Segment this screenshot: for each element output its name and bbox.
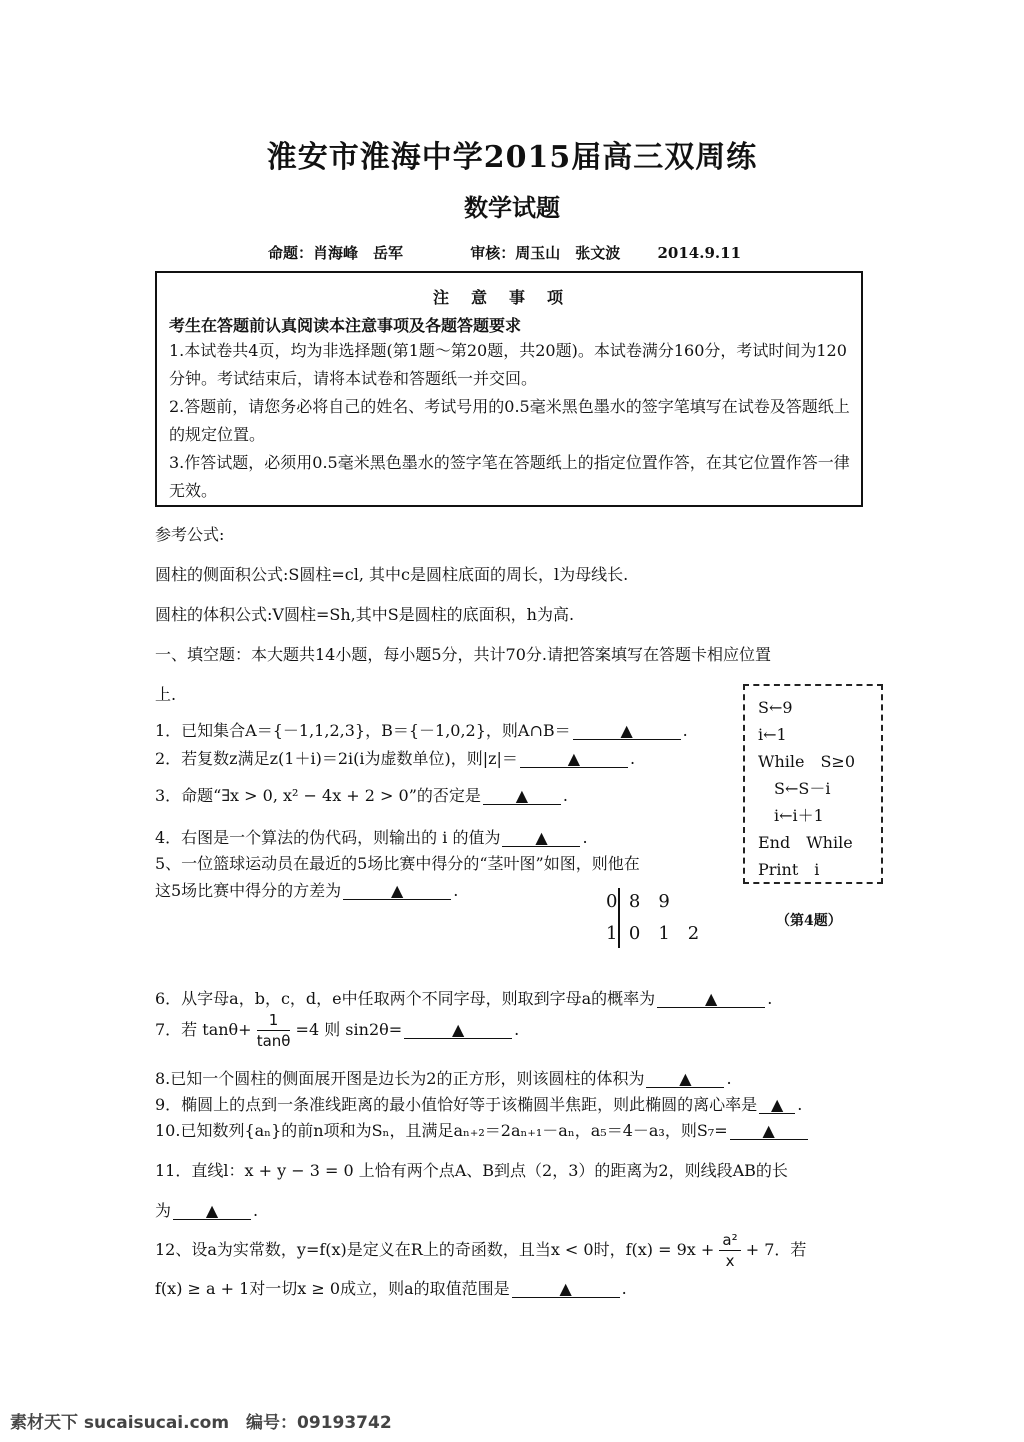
section-heading-cont: 上. [155,685,177,704]
question-text: 9．椭圆上的点到一条准线距离的最小值恰好等于该椭圆半焦距，则此椭圆的离心率是 [155,1095,758,1114]
stem: 0 [606,891,618,912]
watermark: 素材天下 sucaisucai.com 编号：09193742 [10,1413,392,1433]
stem-leaf-plot [606,886,699,950]
question-12 [155,1230,806,1271]
answer-blank[interactable]: ▲ [483,788,561,805]
question-11-cont: 为 ▲ . [155,1201,259,1220]
code-line: While S≥0 [758,752,856,771]
notice-item: 1.本试卷共4页，均为非选择题(第1题～第20题，共20题)。本试卷满分160分，考试时间为120分钟。考试结束后，请将本试卷和答题纸一并交回。 [169,341,847,388]
question-12-cont: f(x) ≥ a + 1对一切x ≥ 0成立，则a的取值范围是 ▲ . [155,1279,627,1298]
code-line: S←S－i [774,779,831,798]
question-text: 8.已知一个圆柱的侧面展开图是边长为2的正方形，则该圆柱的体积为 [155,1069,645,1088]
question-text: 6．从字母a，b，c，d，e中任取两个不同字母，则取到字母a的概率为 [155,989,656,1008]
numerator: a² [719,1230,740,1251]
question-11 [155,1158,788,1181]
question-text: f(x) ≥ a + 1对一切x ≥ 0成立，则a的取值范围是 [155,1279,510,1298]
answer-blank[interactable]: ▲ [520,751,628,768]
section-heading: 一、填空题：本大题共14小题，每小题5分，共计70分.请把答案填写在答题卡相应位置 [155,645,771,664]
answer-blank[interactable]: ▲ [573,723,681,740]
code-line: i←i＋1 [774,806,824,825]
question-4: 4．右图是一个算法的伪代码，则输出的 i 的值为 ▲ . [155,828,588,847]
question-5-cont: 这5场比赛中得分的方差为 ▲ . [155,881,459,900]
answer-blank[interactable]: ▲ [646,1071,724,1088]
notice-item: 3.作答试题，必须用0.5毫米黑色墨水的签字笔在答题纸上的指定位置作答，在其它位置作答一律无效。 [169,453,850,500]
question-text: 12、设a为实常数，y=f(x)是定义在R上的奇函数，且当x < 0时，f(x) = 9x + [155,1240,715,1259]
notice-box [155,271,863,507]
answer-blank[interactable]: ▲ [512,1281,620,1298]
answer-blank[interactable]: ▲ [657,991,765,1008]
question-8: 8.已知一个圆柱的侧面展开图是边长为2的正方形，则该圆柱的体积为 ▲ . [155,1069,732,1088]
question-text: 1．已知集合A＝{－1,1,2,3}，B＝{－1,0,2}，则A∩B＝ [155,721,571,740]
code-line: S←9 [758,698,793,717]
question-1: 1．已知集合A＝{－1,1,2,3}，B＝{－1,0,2}，则A∩B＝ ▲ . [155,721,688,740]
question-text: 10.已知数列{aₙ}的前n项和为Sₙ，且满足aₙ₊₂＝2aₙ₊₁－aₙ，a₅＝4－a₃，则S₇= [155,1121,728,1140]
denominator: x [725,1252,735,1270]
proposers: 命题：肖海峰 岳军 [268,244,404,262]
formula-label: 参考公式: [155,525,225,544]
question-6: 6．从字母a，b，c，d，e中任取两个不同字母，则取到字母a的概率为 ▲ . [155,989,773,1008]
question-text: 2．若复数z满足z(1＋i)＝2i(i为虚数单位)，则|z|＝ [155,749,518,768]
formula-lateral: 圆柱的侧面积公式:S圆柱=cl, 其中c是圆柱底面的周长，l为母线长. [155,565,629,584]
answer-blank[interactable]: ▲ [343,883,451,900]
question-text: 3．命题“∃x > 0, x² − 4x + 2 > 0”的否定是 [155,786,481,805]
question-text: =4 则 sin2θ= [295,1020,403,1039]
reviewers: 审核：周玉山 张文波 [470,244,621,262]
leaves: 8 9 [628,891,670,912]
question-3: 3．命题“∃x > 0, x² − 4x + 2 > 0”的否定是 ▲ . [155,786,569,805]
notice-heading: 考生在答题前认真阅读本注意事项及各题答题要求 [169,316,522,335]
figure-caption: （第4题） [776,913,842,929]
question-text: 这5场比赛中得分的方差为 [155,881,342,900]
question-text: 4．右图是一个算法的伪代码，则输出的 i 的值为 [155,828,501,847]
question-text: 11．直线l：x + y − 3 = 0 上恰有两个点A、B到点（2，3）的距离为2，则线段AB的长 [155,1161,788,1180]
question-7: 7．若 tanθ+ $\frac{1}{\tan\theta}$ =4 则 sin2θ= ▲ . [155,1011,520,1050]
author-line [268,242,751,263]
fraction [257,1010,291,1051]
denominator: tanθ [256,1032,291,1050]
question-2: 2．若复数z满足z(1＋i)＝2i(i为虚数单位)，则|z|＝ ▲ . [155,749,636,768]
pseudocode-box [743,684,883,884]
question-text: 为 [155,1201,172,1220]
question-9: 9．椭圆上的点到一条准线距离的最小值恰好等于该椭圆半焦距，则此椭圆的离心率是 ▲ . [155,1095,803,1114]
page-title: 淮安市淮海中学2015届高三双周练 [266,140,758,175]
answer-blank[interactable]: ▲ [173,1203,251,1220]
stem-leaf-row [606,886,699,918]
code-line: Print i [758,860,820,879]
answer-blank[interactable]: ▲ [404,1022,512,1039]
question-10 [155,1118,810,1141]
page-subtitle: 数学试题 [464,193,560,222]
answer-blank[interactable]: ▲ [759,1097,795,1114]
numerator: 1 [257,1010,291,1031]
formula-volume: 圆柱的体积公式:V圆柱=Sh,其中S是圆柱的底面积，h为高. [155,605,575,624]
answer-blank[interactable]: ▲ [730,1123,808,1140]
notice-item: 2.答题前，请您务必将自己的姓名、考试号用的0.5毫米黑色墨水的签字笔填写在试卷及答题纸上的规定位置。 [169,397,850,444]
question-text: 7．若 tanθ+ [155,1020,252,1039]
fraction [719,1230,740,1271]
notice-title: 注意事项 [432,288,585,307]
question-text: + 7．若 [745,1240,807,1259]
stem-leaf-row [606,918,699,950]
code-line: i←1 [758,725,787,744]
question-5 [155,851,640,874]
question-text: 5、一位篮球运动员在最近的5场比赛中得分的“茎叶图”如图，则他在 [155,854,640,873]
leaves: 0 1 2 [628,923,700,944]
stem: 1 [606,923,618,944]
code-line: End While [758,833,853,852]
answer-blank[interactable]: ▲ [502,830,580,847]
exam-date: 2014.9.11 [657,244,742,262]
